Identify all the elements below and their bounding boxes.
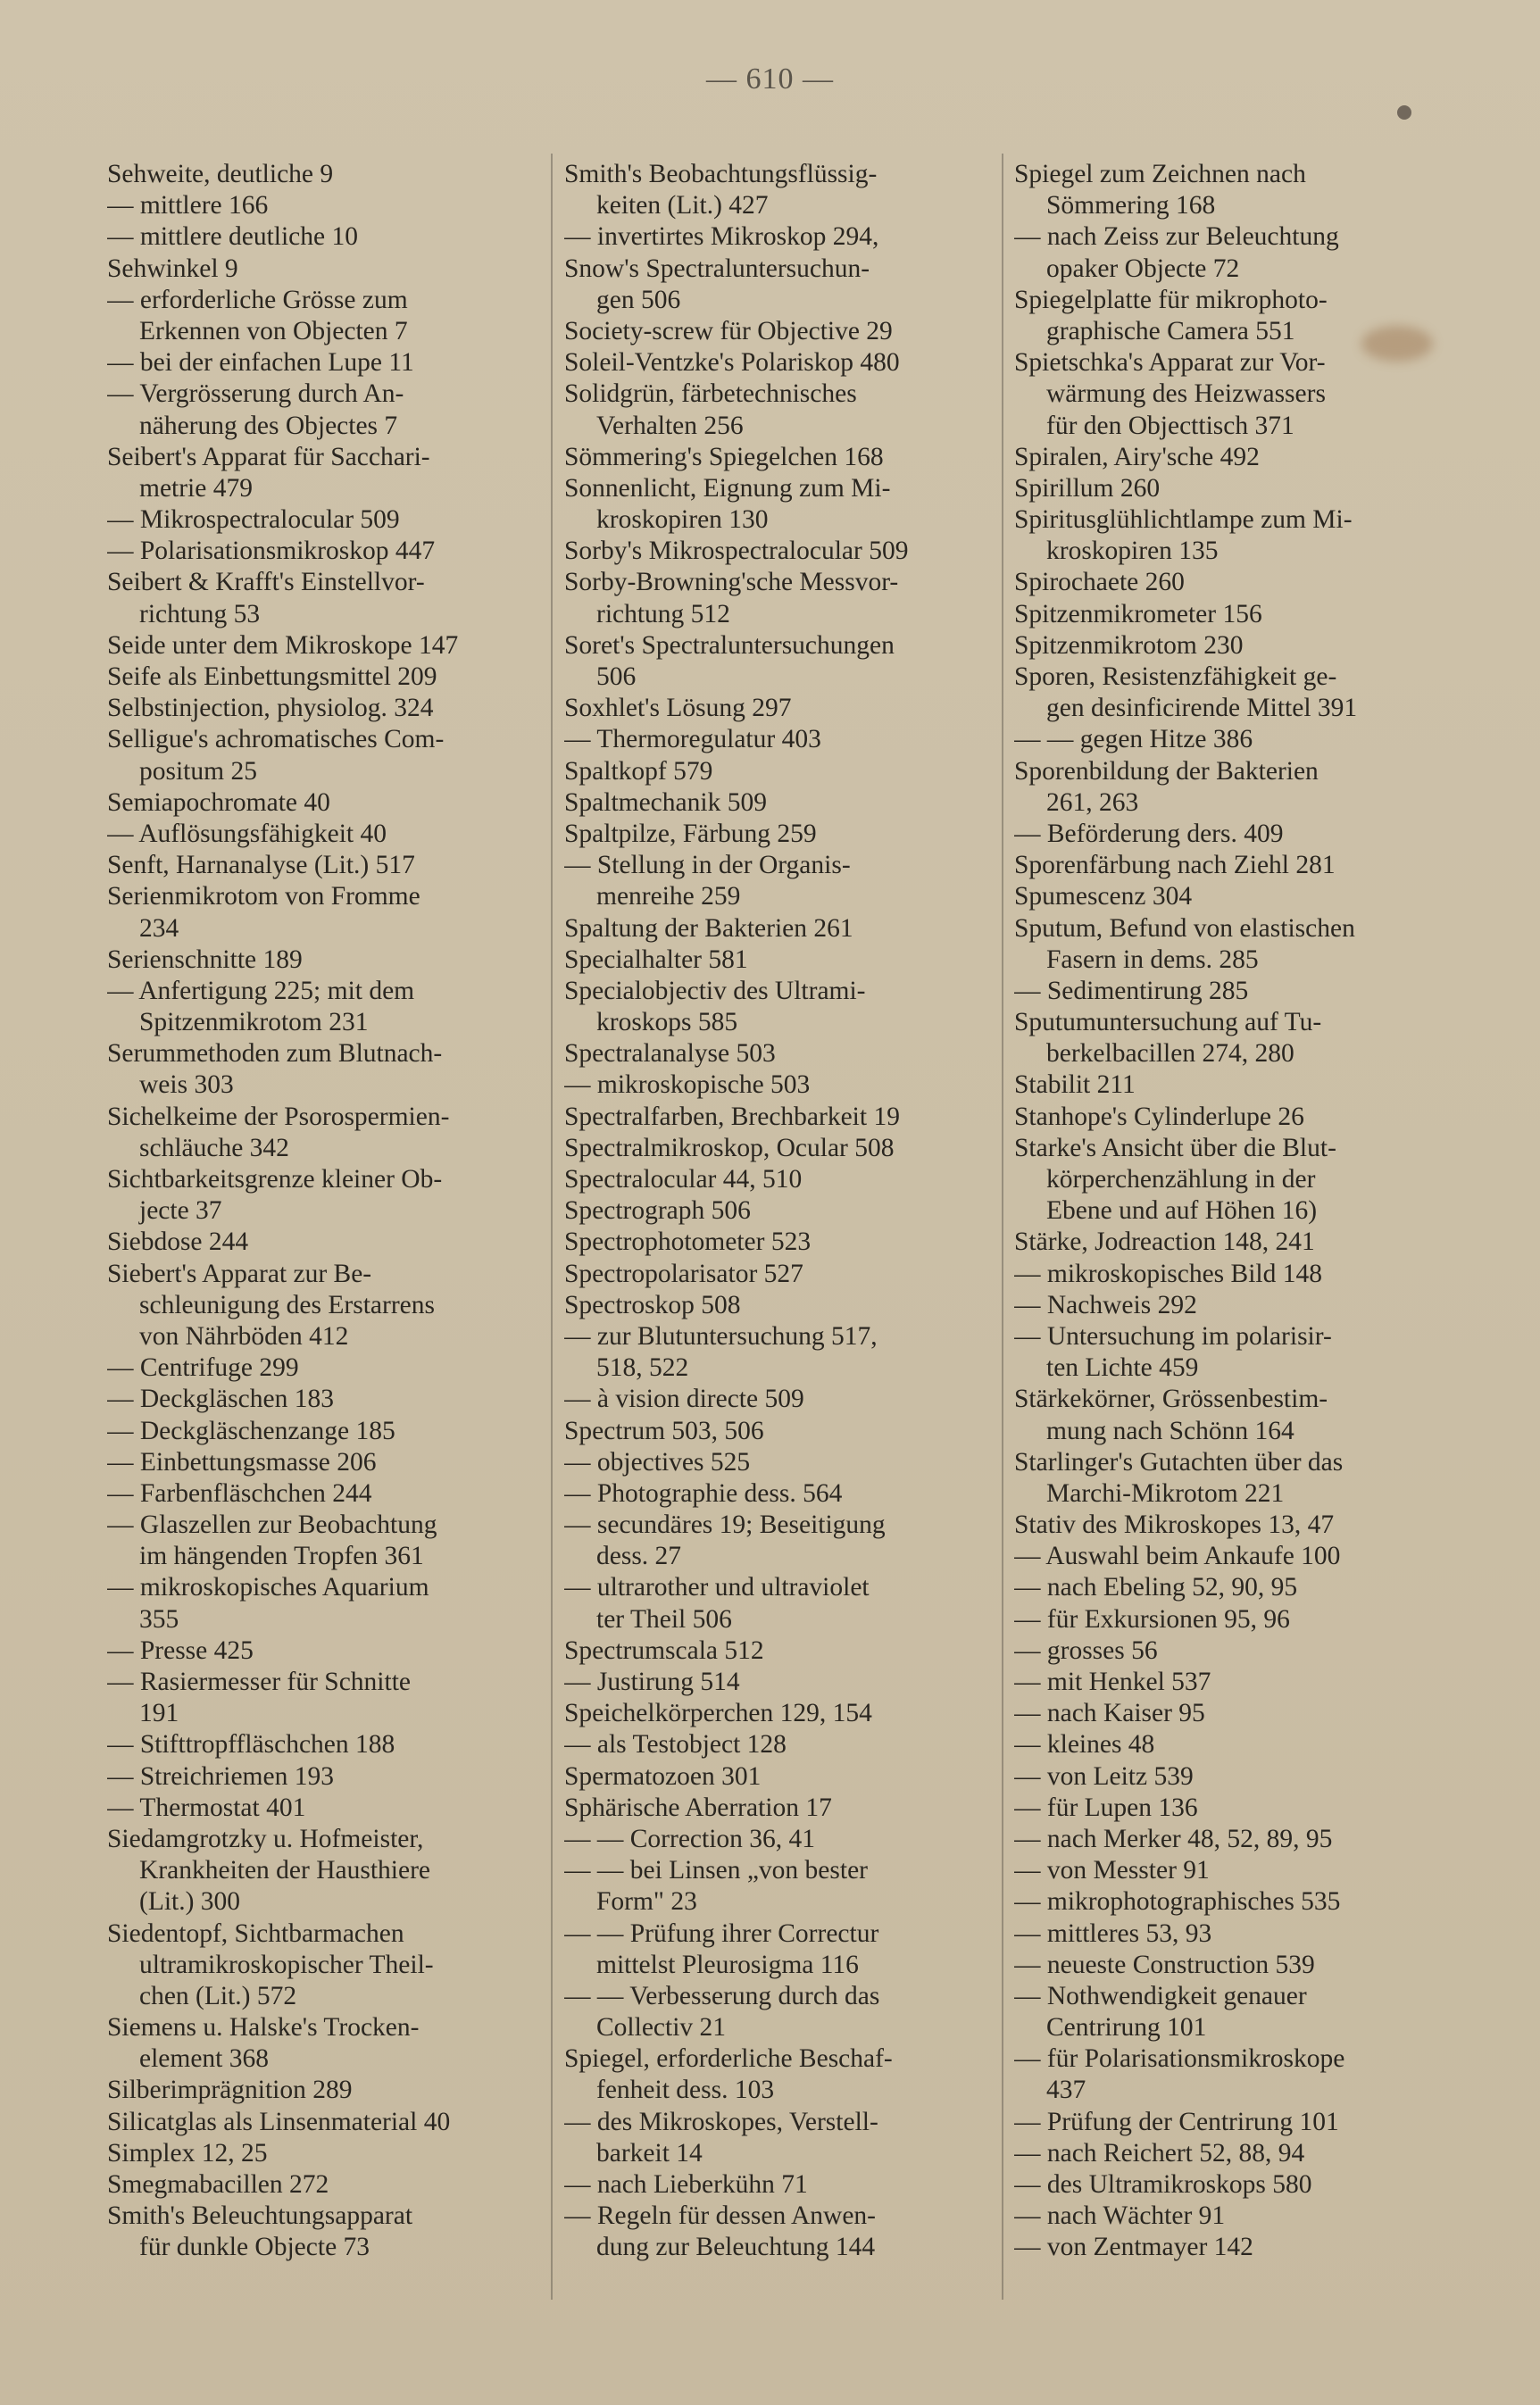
index-entry-continuation: Krankheiten der Hausthiere [139, 1856, 430, 1885]
index-entry: Serienschnitte 189 [107, 945, 303, 974]
index-entry: — Centrifuge 299 [107, 1353, 299, 1383]
index-entry-continuation: richtung 512 [596, 599, 730, 628]
page-number: — 610 — [706, 62, 834, 96]
index-entry: — Rasiermesser für Schnitte [107, 1668, 411, 1696]
index-entry-continuation: metrie 479 [139, 473, 253, 503]
index-entry: — grosses 56 [1014, 1635, 1158, 1665]
index-entry: Spitzenmikrotom 230 [1014, 630, 1244, 660]
index-entry-continuation: weis 303 [139, 1070, 234, 1100]
index-entry-continuation: von Nährböden 412 [139, 1321, 349, 1351]
index-entry: — Thermostat 401 [107, 1793, 306, 1822]
index-entry: Snow's Spectraluntersuchun- [564, 254, 870, 283]
index-entry: — Justirung 514 [564, 1668, 740, 1696]
index-entry: Spietschka's Apparat zur Vor- [1014, 348, 1326, 378]
index-entry: — des Mikroskopes, Verstell- [564, 2107, 878, 2136]
index-entry-continuation: Centrirung 101 [1046, 2013, 1207, 2043]
index-entry: Spiegel, erforderliche Beschaf- [564, 2044, 893, 2074]
index-entry: Sehwinkel 9 [107, 254, 238, 283]
index-entry: — Auswahl beim Ankaufe 100 [1014, 1542, 1341, 1571]
index-entry: — mit Henkel 537 [1014, 1668, 1211, 1696]
index-entry: Sorby's Mikrospectralocular 509 [564, 537, 909, 566]
index-entry: Spectropolarisator 527 [564, 1259, 803, 1288]
index-entry-continuation: 437 [1046, 2076, 1086, 2105]
index-entry: Soleil-Ventzke's Polariskop 480 [564, 348, 900, 378]
index-entry: Speichelkörperchen 129, 154 [564, 1699, 872, 1728]
index-entry: Spitzenmikrometer 156 [1014, 599, 1262, 628]
index-entry-continuation: Spitzenmikrotom 231 [139, 1008, 369, 1037]
index-entry: Sporenfärbung nach Ziehl 281 [1014, 851, 1336, 880]
index-entry: Smegmabacillen 272 [107, 2170, 329, 2199]
index-entry-continuation: Marchi-Mikrotom 221 [1046, 1478, 1285, 1508]
index-entry: — mikroskopische 503 [564, 1070, 811, 1100]
index-entry: — Beförderung ders. 409 [1014, 819, 1284, 848]
index-entry: — nach Kaiser 95 [1014, 1699, 1205, 1728]
index-entry: Serienmikrotom von Fromme [107, 882, 420, 911]
index-entry: — von Messter 91 [1014, 1856, 1210, 1885]
index-entry: — Thermoregulatur 403 [564, 725, 821, 754]
index-entry: Seide unter dem Mikroskope 147 [107, 630, 459, 660]
index-entry: Spectroskop 508 [564, 1290, 741, 1319]
index-entry: Spectralfarben, Brechbarkeit 19 [564, 1102, 900, 1131]
index-entry: Spiritusglühlichtlampe zum Mi- [1014, 505, 1353, 535]
index-entry: — nach Lieberkühn 71 [564, 2170, 808, 2199]
index-entry: Seibert's Apparat für Sacchari- [107, 442, 430, 471]
index-entry-continuation: ten Lichte 459 [1046, 1353, 1199, 1383]
index-entry: Spectrumscala 512 [564, 1635, 764, 1665]
index-entry-continuation: ter Theil 506 [596, 1604, 732, 1634]
index-entry: Spaltung der Bakterien 261 [564, 913, 853, 943]
index-entry: Siebdose 244 [107, 1227, 249, 1257]
index-entry: — Deckgläschen 183 [107, 1385, 334, 1414]
index-entry: Sphärische Aberration 17 [564, 1793, 832, 1822]
index-entry-continuation: fenheit dess. 103 [596, 2076, 775, 2105]
index-entry-continuation: ultramikroskopischer Theil- [139, 1950, 434, 1979]
index-entry: Semiapochromate 40 [107, 787, 330, 817]
index-entry: — neueste Construction 539 [1014, 1950, 1315, 1979]
index-entry: — zur Blutuntersuchung 517, [564, 1321, 878, 1351]
index-entry: Simplex 12, 25 [107, 2138, 268, 2168]
index-entry-continuation: gen 506 [596, 285, 681, 314]
index-entry: — Auflösungsfähigkeit 40 [107, 819, 387, 848]
index-entry-continuation: näherung des Objectes 7 [139, 411, 398, 440]
index-entry-continuation: 518, 522 [596, 1353, 689, 1383]
index-entry: — à vision directe 509 [564, 1385, 804, 1414]
index-entry: Spaltmechanik 509 [564, 787, 767, 817]
index-entry: — invertirtes Mikroskop 294, [564, 222, 879, 252]
index-entry: — Stifttropffläschchen 188 [107, 1730, 395, 1760]
index-entry-continuation: Collectiv 21 [596, 2013, 727, 2043]
index-entry: Soret's Spectraluntersuchungen [564, 630, 895, 660]
index-entry: Smith's Beleuchtungsapparat [107, 2201, 413, 2231]
index-entry: Spectrograph 506 [564, 1196, 751, 1226]
index-entry: Senft, Harnanalyse (Lit.) 517 [107, 851, 415, 880]
index-entry: — Polarisationsmikroskop 447 [107, 537, 436, 566]
index-entry: — Photographie dess. 564 [564, 1478, 843, 1508]
index-column-3 [1014, 159, 1443, 2301]
index-entry: Spiegel zum Zeichnen nach [1014, 160, 1306, 188]
index-entry-continuation: kroskopiren 135 [1046, 537, 1219, 566]
index-entry: — Glaszellen zur Beobachtung [107, 1510, 437, 1540]
index-entry: Spectrophotometer 523 [564, 1227, 812, 1257]
index-entry: — bei der einfachen Lupe 11 [107, 348, 414, 378]
index-entry: Spirochaete 260 [1014, 568, 1185, 597]
index-entry: Silicatglas als Linsenmaterial 40 [107, 2107, 451, 2136]
index-entry: — mikroskopisches Aquarium [107, 1573, 429, 1602]
index-entry: — Mikrospectralocular 509 [107, 505, 400, 535]
index-entry: Stärke, Jodreaction 148, 241 [1014, 1227, 1315, 1257]
index-entry-continuation: für den Objecttisch 371 [1046, 411, 1294, 440]
index-entry: — kleines 48 [1014, 1730, 1155, 1760]
ink-spot [1397, 105, 1411, 120]
index-entry: — von Zentmayer 142 [1014, 2233, 1253, 2262]
index-entry: Sömmering's Spiegelchen 168 [564, 442, 884, 471]
index-entry-continuation: positum 25 [139, 756, 257, 786]
index-entry: Stärkekörner, Grössenbestim- [1014, 1385, 1328, 1414]
index-entry-continuation: Erkennen von Objecten 7 [139, 316, 408, 345]
index-entry: — Einbettungsmasse 206 [107, 1447, 377, 1477]
index-column-2 [564, 159, 996, 2301]
index-entry: — für Exkursionen 95, 96 [1014, 1604, 1290, 1634]
index-entry: — — Prüfung ihrer Correctur [564, 1918, 879, 1948]
index-entry-continuation: körperchenzählung in der [1046, 1165, 1316, 1194]
index-entry: — — gegen Hitze 386 [1014, 725, 1253, 754]
index-entry-continuation: barkeit 14 [596, 2138, 703, 2168]
index-entry: Starlinger's Gutachten über das [1014, 1447, 1344, 1477]
index-entry: Starke's Ansicht über die Blut- [1014, 1133, 1336, 1162]
index-entry-continuation: wärmung des Heizwassers [1046, 379, 1326, 409]
index-entry: Spirillum 260 [1014, 473, 1161, 503]
index-entry: Spectralocular 44, 510 [564, 1165, 803, 1194]
index-entry: — Regeln für dessen Anwen- [564, 2201, 877, 2231]
index-entry-continuation: graphische Camera 551 [1046, 316, 1295, 345]
index-entry: Spaltkopf 579 [564, 756, 713, 786]
index-entry-continuation: Ebene und auf Höhen 16) [1046, 1196, 1318, 1226]
index-entry: — mittlere deutliche 10 [107, 222, 358, 252]
index-entry: Spectralanalyse 503 [564, 1039, 776, 1069]
index-entry: Siedentopf, Sichtbarmachen [107, 1918, 404, 1948]
index-entry: Selligue's achromatisches Com- [107, 725, 445, 754]
index-entry: Stativ des Mikroskopes 13, 47 [1014, 1510, 1335, 1540]
index-entry-continuation: Form" 23 [596, 1887, 697, 1917]
index-entry-continuation: schläuche 342 [139, 1133, 289, 1162]
index-entry: Spaltpilze, Färbung 259 [564, 819, 817, 848]
index-entry: — als Testobject 128 [564, 1730, 787, 1760]
index-entry-continuation: jecte 37 [139, 1196, 222, 1226]
index-entry: — mittlere 166 [107, 191, 269, 221]
index-entry-continuation: chen (Lit.) 572 [139, 1981, 297, 2010]
index-entry: Spumescenz 304 [1014, 882, 1193, 911]
index-entry: — Presse 425 [107, 1635, 254, 1665]
index-entry: Sichelkeime der Psorospermien- [107, 1102, 450, 1131]
index-entry-continuation: berkelbacillen 274, 280 [1046, 1039, 1294, 1069]
index-entry-continuation: mittelst Pleurosigma 116 [596, 1950, 859, 1979]
index-entry: — nach Reichert 52, 88, 94 [1014, 2138, 1305, 2168]
index-entry: — nach Ebeling 52, 90, 95 [1014, 1573, 1298, 1602]
index-entry: Siedamgrotzky u. Hofmeister, [107, 1824, 424, 1853]
index-entry-continuation: im hängenden Tropfen 361 [139, 1542, 424, 1571]
index-entry: — mikroskopisches Bild 148 [1014, 1259, 1322, 1288]
index-entry: — nach Zeiss zur Beleuchtung [1014, 222, 1339, 252]
index-entry: Spectralmikroskop, Ocular 508 [564, 1133, 895, 1162]
index-entry-continuation: 261, 263 [1046, 787, 1139, 817]
index-entry: Seibert & Krafft's Einstellvor- [107, 568, 425, 597]
index-entry-continuation: element 368 [139, 2044, 269, 2074]
index-entry: — für Polarisationsmikroskope [1014, 2044, 1345, 2074]
index-entry: Selbstinjection, physiolog. 324 [107, 694, 434, 723]
index-entry-continuation: mung nach Schönn 164 [1046, 1416, 1294, 1445]
index-entry-continuation: opaker Objecte 72 [1046, 254, 1240, 283]
index-entry: Silberimprägnition 289 [107, 2076, 353, 2105]
index-column-1 [107, 159, 545, 2301]
index-entry: — — Verbesserung durch das [564, 1981, 880, 2010]
index-entry: Sporen, Resistenzfähigkeit ge- [1014, 662, 1337, 691]
index-entry-continuation: Sömmering 168 [1046, 191, 1216, 221]
index-entry: Stabilit 211 [1014, 1070, 1136, 1100]
index-entry-continuation: dung zur Beleuchtung 144 [596, 2233, 876, 2262]
index-entry: — secundäres 19; Beseitigung [564, 1510, 886, 1540]
index-entry: Spiegelplatte für mikrophoto- [1014, 285, 1328, 314]
index-entry: Soxhlet's Lösung 297 [564, 694, 792, 723]
index-entry: — erforderliche Grösse zum [107, 285, 408, 314]
index-entry: — nach Wächter 91 [1014, 2201, 1226, 2231]
column-divider [551, 154, 553, 2300]
index-entry: Siebert's Apparat zur Be- [107, 1259, 372, 1288]
column-divider [1002, 154, 1003, 2300]
index-entry: — nach Merker 48, 52, 89, 95 [1014, 1824, 1333, 1853]
index-entry-continuation: 234 [139, 913, 179, 943]
index-entry: Serummethoden zum Blutnach- [107, 1039, 443, 1069]
index-entry: — Farbenfläschchen 244 [107, 1478, 372, 1508]
index-entry: — mikrophotographisches 535 [1014, 1887, 1341, 1917]
index-entry-continuation: menreihe 259 [596, 882, 741, 911]
index-entry: Sichtbarkeitsgrenze kleiner Ob- [107, 1165, 443, 1194]
index-entry: Siemens u. Halske's Trocken- [107, 2013, 420, 2043]
index-entry: — — bei Linsen „von bester [564, 1856, 868, 1885]
index-entry: — Anfertigung 225; mit dem [107, 976, 415, 1005]
index-entry: — — Correction 36, 41 [564, 1824, 816, 1853]
index-entry: — Stellung in der Organis- [564, 851, 851, 880]
index-entry: Sehweite, deutliche 9 [107, 160, 334, 188]
index-entry: — Untersuchung im polarisir- [1014, 1321, 1332, 1351]
index-entry-continuation: keiten (Lit.) 427 [596, 191, 769, 221]
index-entry: Smith's Beobachtungsflüssig- [564, 160, 878, 188]
index-entry: — Sedimentirung 285 [1014, 976, 1249, 1005]
index-entry: Sporenbildung der Bakterien [1014, 756, 1319, 786]
index-entry-continuation: kroskopiren 130 [596, 505, 769, 535]
index-entry: — Vergrösserung durch An- [107, 379, 404, 409]
index-entry: Spectrum 503, 506 [564, 1416, 764, 1445]
index-entry: Spermatozoen 301 [564, 1761, 762, 1791]
index-entry: — für Lupen 136 [1014, 1793, 1198, 1822]
index-entry: — von Leitz 539 [1014, 1761, 1194, 1791]
index-entry-continuation: kroskops 585 [596, 1008, 738, 1037]
index-entry-continuation: Verhalten 256 [596, 411, 744, 440]
index-entry: Solidgrün, färbetechnisches [564, 379, 857, 409]
index-entry: — mittleres 53, 93 [1014, 1918, 1212, 1948]
index-entry: Specialhalter 581 [564, 945, 748, 974]
index-entry: Sputum, Befund von elastischen [1014, 913, 1355, 943]
index-entry: — Streichriemen 193 [107, 1761, 334, 1791]
index-entry-continuation: dess. 27 [596, 1542, 682, 1571]
index-entry-continuation: (Lit.) 300 [139, 1887, 241, 1917]
index-entry: Seife als Einbettungsmittel 209 [107, 662, 437, 691]
index-entry: — objectives 525 [564, 1447, 751, 1477]
index-entry-continuation: schleunigung des Erstarrens [139, 1290, 435, 1319]
index-entry: — des Ultramikroskops 580 [1014, 2170, 1312, 2199]
index-entry: — Nothwendigkeit genauer [1014, 1981, 1307, 2010]
index-entry: — Nachweis 292 [1014, 1290, 1197, 1319]
index-entry-continuation: für dunkle Objecte 73 [139, 2233, 370, 2262]
index-entry: Sorby-Browning'sche Messvor- [564, 568, 899, 597]
index-entry: Spiralen, Airy'sche 492 [1014, 442, 1260, 471]
index-entry: — Deckgläschenzange 185 [107, 1416, 395, 1445]
index-entry-continuation: 355 [139, 1604, 179, 1634]
index-entry: — Prüfung der Centrirung 101 [1014, 2107, 1339, 2136]
index-entry: — ultrarother und ultraviolet [564, 1573, 870, 1602]
index-entry: Sonnenlicht, Eignung zum Mi- [564, 473, 891, 503]
index-entry-continuation: gen desinficirende Mittel 391 [1046, 694, 1358, 723]
index-entry: Sputumuntersuchung auf Tu- [1014, 1008, 1322, 1037]
index-entry-continuation: Fasern in dems. 285 [1046, 945, 1259, 974]
index-entry: Society-screw für Objective 29 [564, 316, 893, 345]
index-entry-continuation: richtung 53 [139, 599, 261, 628]
index-entry: Stanhope's Cylinderlupe 26 [1014, 1102, 1304, 1131]
index-entry-continuation: 191 [139, 1699, 179, 1728]
index-entry: Specialobjectiv des Ultrami- [564, 976, 866, 1005]
index-entry-continuation: 506 [596, 662, 637, 691]
